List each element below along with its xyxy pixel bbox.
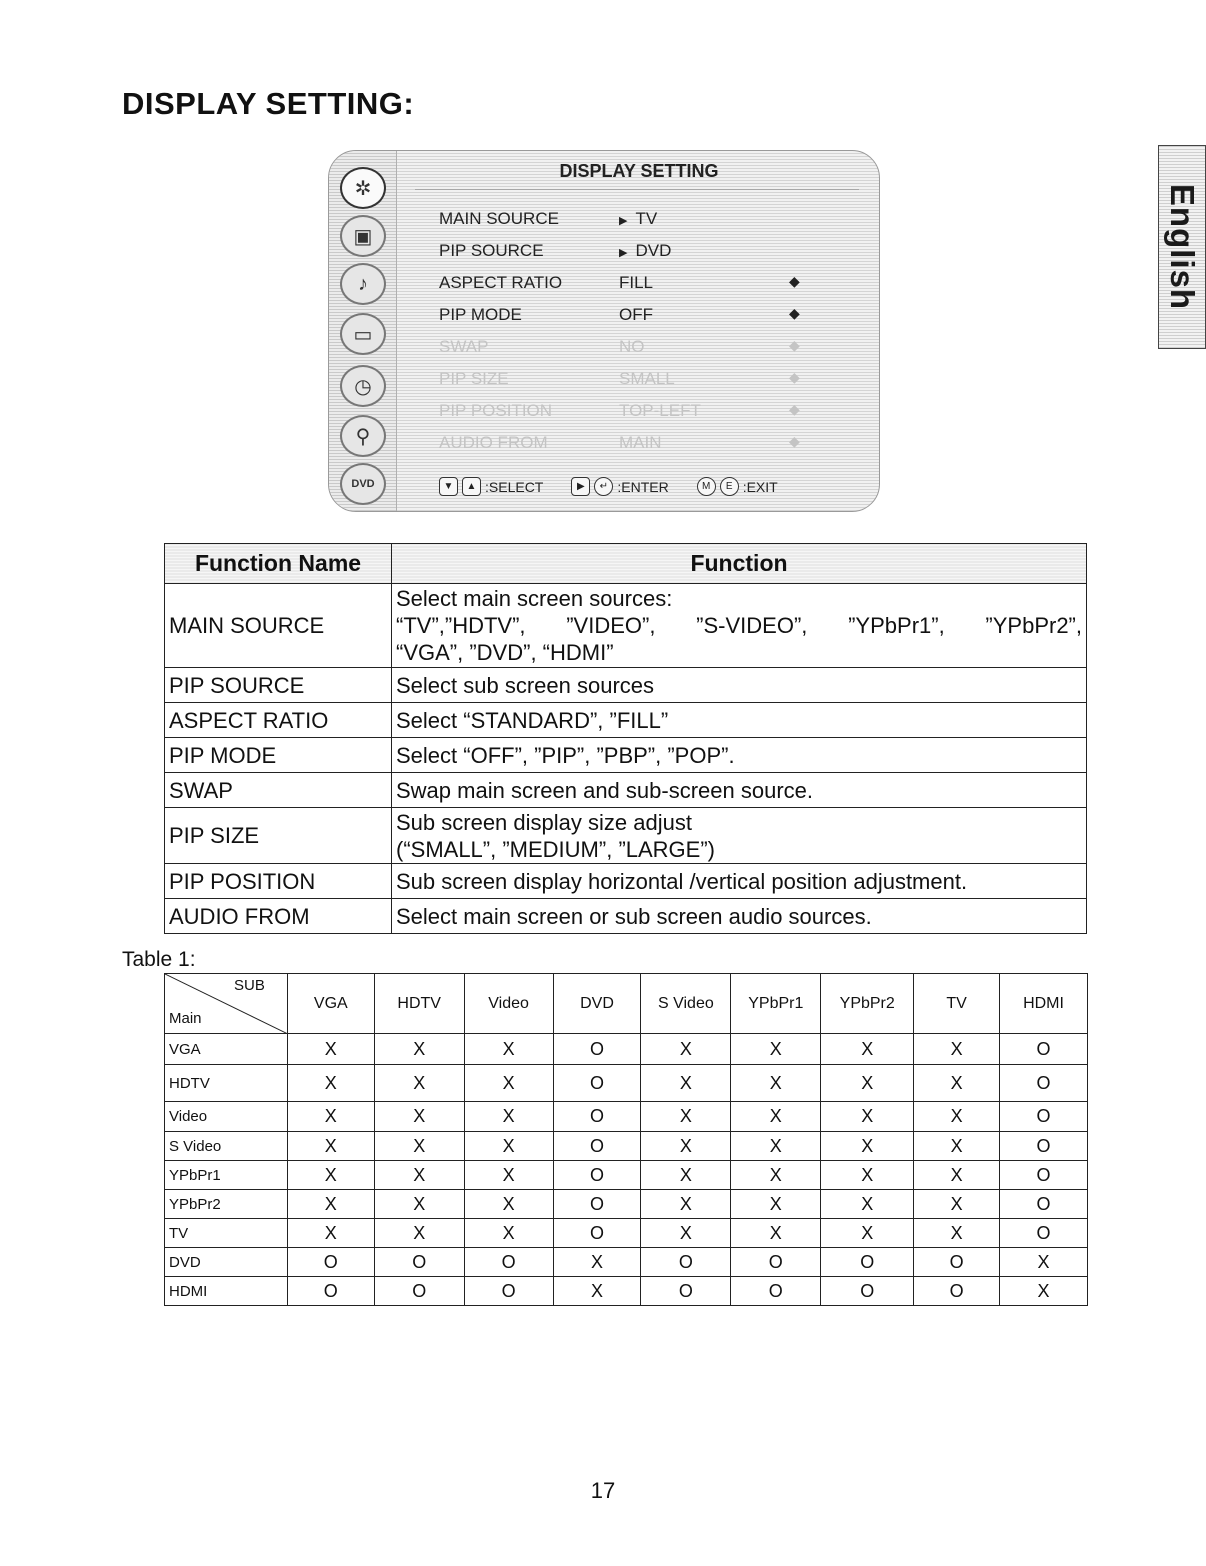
matrix-row-header: YPbPr2 <box>165 1190 288 1219</box>
function-description <box>392 738 1087 773</box>
matrix-column-header: YPbPr2 <box>821 974 914 1034</box>
osd-row-value <box>619 401 701 421</box>
function-description <box>392 773 1087 808</box>
osd-row-value-text: OFF <box>619 305 653 324</box>
osd-row-value-text: TOP-LEFT <box>619 401 701 420</box>
up-down-icon: ◆ <box>789 401 800 417</box>
matrix-cell: X <box>287 1065 374 1102</box>
page-title: DISPLAY SETTING: <box>122 86 415 121</box>
matrix-cell: X <box>731 1102 821 1132</box>
matrix-cell: O <box>553 1065 641 1102</box>
osd-row-name: PIP POSITION <box>439 401 553 420</box>
osd-title: DISPLAY SETTING <box>559 161 719 181</box>
matrix-corner <box>165 974 288 1034</box>
matrix-cell: X <box>374 1132 464 1161</box>
matrix-cell: X <box>914 1034 1000 1065</box>
matrix-cell: X <box>731 1219 821 1248</box>
matrix-cell: X <box>821 1132 914 1161</box>
matrix-row-header: VGA <box>165 1034 288 1065</box>
matrix-cell: O <box>1000 1034 1088 1065</box>
matrix-cell: X <box>914 1219 1000 1248</box>
matrix-cell: O <box>1000 1161 1088 1190</box>
matrix-row-header: DVD <box>165 1248 288 1277</box>
matrix-cell: X <box>1000 1277 1088 1306</box>
osd-divider <box>415 189 859 190</box>
tv-icon: ▭ <box>340 313 386 355</box>
osd-footer <box>439 477 778 496</box>
matrix-cell: O <box>1000 1065 1088 1102</box>
matrix-cell: X <box>731 1132 821 1161</box>
matrix-cell: X <box>287 1219 374 1248</box>
audio-icon: ♪ <box>340 263 386 305</box>
function-name: AUDIO FROM <box>165 899 392 934</box>
matrix-cell: O <box>553 1219 641 1248</box>
matrix-cell: O <box>553 1034 641 1065</box>
matrix-cell: X <box>914 1132 1000 1161</box>
osd-row-value <box>619 273 653 293</box>
arrow-right-icon: ▶ <box>619 215 628 227</box>
function-name: MAIN SOURCE <box>165 584 392 668</box>
osd-row-value-text: SMALL <box>619 369 675 388</box>
matrix-column-header: VGA <box>287 974 374 1034</box>
matrix-column-header: TV <box>914 974 1000 1034</box>
osd-row <box>439 337 819 361</box>
corner-sub-label: SUB <box>234 977 265 994</box>
matrix-cell: X <box>731 1065 821 1102</box>
osd-sidebar <box>329 151 397 511</box>
function-name: PIP SOURCE <box>165 668 392 703</box>
corner-main-label: Main <box>169 1010 202 1027</box>
matrix-cell: X <box>374 1102 464 1132</box>
function-description-line: Select main screen or sub screen audio sources. <box>396 903 872 929</box>
matrix-cell: O <box>553 1102 641 1132</box>
matrix-cell: X <box>287 1161 374 1190</box>
matrix-cell: X <box>287 1190 374 1219</box>
matrix-cell: X <box>464 1161 553 1190</box>
function-table <box>164 543 1087 934</box>
up-down-icon: ◆ <box>789 433 800 449</box>
matrix-cell: X <box>641 1065 731 1102</box>
matrix-cell: X <box>464 1102 553 1132</box>
function-row <box>165 738 1087 773</box>
matrix-cell: O <box>374 1248 464 1277</box>
matrix-row-header: TV <box>165 1219 288 1248</box>
matrix-cell: O <box>731 1248 821 1277</box>
language-tab <box>1158 145 1206 349</box>
matrix-cell: X <box>287 1132 374 1161</box>
matrix-cell: O <box>641 1277 731 1306</box>
gear-icon: ✲ <box>340 167 386 209</box>
matrix-column-header: HDTV <box>374 974 464 1034</box>
function-table-header <box>165 544 1087 584</box>
matrix-row <box>165 1065 1088 1102</box>
function-row <box>165 864 1087 899</box>
matrix-row-header: Video <box>165 1102 288 1132</box>
exit-hint: :EXIT <box>742 478 778 495</box>
header-function-name: Function Name <box>165 544 392 584</box>
matrix-row <box>165 1161 1088 1190</box>
down-key-icon: ▼ <box>439 477 458 496</box>
osd-row-value <box>619 305 653 325</box>
function-row <box>165 703 1087 738</box>
osd-row <box>439 305 819 329</box>
function-description-line: Select main screen sources: <box>396 586 673 611</box>
matrix-cell: X <box>641 1161 731 1190</box>
matrix-row <box>165 1248 1088 1277</box>
menu-key-icon: M <box>697 477 716 496</box>
arrow-right-icon: ▶ <box>619 247 628 259</box>
osd-row <box>439 273 819 297</box>
function-description <box>392 808 1087 864</box>
function-description <box>392 703 1087 738</box>
function-name: ASPECT RATIO <box>165 703 392 738</box>
osd-row <box>439 433 819 457</box>
up-down-icon: ◆ <box>789 273 800 289</box>
matrix-cell: X <box>464 1219 553 1248</box>
osd-row-name: PIP SOURCE <box>439 241 544 260</box>
matrix-row <box>165 1132 1088 1161</box>
select-hint: :SELECT <box>485 478 544 495</box>
matrix-cell: O <box>553 1132 641 1161</box>
matrix-cell: X <box>641 1102 731 1132</box>
matrix-cell: O <box>374 1277 464 1306</box>
matrix-cell: O <box>1000 1190 1088 1219</box>
matrix-cell: X <box>731 1190 821 1219</box>
matrix-cell: X <box>914 1065 1000 1102</box>
osd-row-name: AUDIO FROM <box>439 433 548 452</box>
matrix-cell: O <box>464 1248 553 1277</box>
function-row <box>165 808 1087 864</box>
matrix-cell: X <box>374 1034 464 1065</box>
osd-row-name: MAIN SOURCE <box>439 209 559 228</box>
osd-row-value-text: NO <box>619 337 645 356</box>
matrix-cell: X <box>914 1190 1000 1219</box>
table-label: Table 1: <box>122 948 196 971</box>
matrix-cell: X <box>374 1190 464 1219</box>
matrix-cell: O <box>553 1161 641 1190</box>
osd-row-value-text: MAIN <box>619 433 662 452</box>
up-down-icon: ◆ <box>789 369 800 385</box>
matrix-cell: O <box>914 1248 1000 1277</box>
osd-row-name: PIP MODE <box>439 305 522 324</box>
matrix-cell: X <box>914 1102 1000 1132</box>
osd-row-value <box>619 209 657 229</box>
matrix-cell: X <box>287 1034 374 1065</box>
matrix-cell: O <box>553 1190 641 1219</box>
matrix-cell: X <box>374 1219 464 1248</box>
matrix-cell: X <box>464 1190 553 1219</box>
osd-row-value <box>619 241 671 261</box>
matrix-cell: X <box>821 1219 914 1248</box>
matrix-cell: X <box>641 1132 731 1161</box>
clock-icon: ◷ <box>340 365 386 407</box>
matrix-cell: X <box>287 1102 374 1132</box>
matrix-column-header: YPbPr1 <box>731 974 821 1034</box>
matrix-cell: O <box>1000 1219 1088 1248</box>
picture-icon: ▣ <box>340 215 386 257</box>
header-function: Function <box>392 544 1087 584</box>
matrix-cell: X <box>821 1102 914 1132</box>
osd-row <box>439 401 819 425</box>
osd-row-value <box>619 337 645 357</box>
matrix-column-header: Video <box>464 974 553 1034</box>
function-description-line: Select “OFF”, ”PIP”, ”PBP”, ”POP”. <box>396 742 735 768</box>
osd-row-value <box>619 369 675 389</box>
up-down-icon: ◆ <box>789 337 800 353</box>
matrix-cell: X <box>464 1034 553 1065</box>
matrix-cell: X <box>374 1065 464 1102</box>
matrix-cell: X <box>641 1219 731 1248</box>
source-compatibility-table <box>164 973 1088 1306</box>
right-key-icon: ▶ <box>571 477 590 496</box>
function-name: PIP MODE <box>165 738 392 773</box>
matrix-cell: O <box>821 1277 914 1306</box>
matrix-cell: X <box>731 1034 821 1065</box>
matrix-cell: X <box>821 1190 914 1219</box>
up-down-icon: ◆ <box>789 305 800 321</box>
function-row <box>165 773 1087 808</box>
matrix-cell: X <box>821 1161 914 1190</box>
function-description-line: (“SMALL”, ”MEDIUM”, ”LARGE”) <box>396 836 715 862</box>
matrix-row <box>165 1190 1088 1219</box>
function-description-line: Swap main screen and sub-screen source. <box>396 777 813 803</box>
osd-row-name: ASPECT RATIO <box>439 273 563 292</box>
matrix-cell: X <box>821 1034 914 1065</box>
matrix-row-header: YPbPr1 <box>165 1161 288 1190</box>
matrix-cell: X <box>464 1132 553 1161</box>
function-row <box>165 899 1087 934</box>
osd-row <box>439 369 819 393</box>
matrix-column-header: HDMI <box>1000 974 1088 1034</box>
function-name: SWAP <box>165 773 392 808</box>
matrix-column-header: DVD <box>553 974 641 1034</box>
function-description-line: Sub screen display size adjust <box>396 809 692 835</box>
matrix-cell: O <box>287 1277 374 1306</box>
function-description-line: Select “STANDARD”, ”FILL” <box>396 707 669 733</box>
osd-row-name: PIP SIZE <box>439 369 509 388</box>
language-tab-label: English <box>1164 183 1201 311</box>
enter-hint: :ENTER <box>617 478 669 495</box>
matrix-cell: X <box>731 1161 821 1190</box>
matrix-cell: X <box>553 1277 641 1306</box>
enter-key-icon: ↵ <box>594 477 613 496</box>
matrix-cell: O <box>1000 1102 1088 1132</box>
osd-row-value-text: DVD <box>635 241 672 260</box>
function-description-line: Select sub screen sources <box>396 672 655 698</box>
matrix-cell: X <box>374 1161 464 1190</box>
matrix-cell: X <box>821 1065 914 1102</box>
matrix-cell: X <box>914 1161 1000 1190</box>
matrix-header-row <box>165 974 1088 1034</box>
matrix-cell: O <box>287 1248 374 1277</box>
matrix-row <box>165 1102 1088 1132</box>
matrix-row <box>165 1034 1088 1065</box>
function-name: PIP SIZE <box>165 808 392 864</box>
function-description <box>392 668 1087 703</box>
function-description <box>392 584 1087 668</box>
matrix-row <box>165 1219 1088 1248</box>
osd-row <box>439 241 819 265</box>
matrix-cell: X <box>464 1065 553 1102</box>
osd-menu-screenshot <box>328 150 880 512</box>
osd-row-value-text: TV <box>635 209 658 228</box>
matrix-column-header: S Video <box>641 974 731 1034</box>
osd-row-value-text: FILL <box>619 273 654 292</box>
exit-key-icon: E <box>720 477 739 496</box>
matrix-cell: O <box>731 1277 821 1306</box>
function-description-line: “VGA”, ”DVD”, “HDMI” <box>396 640 614 665</box>
function-description <box>392 899 1087 934</box>
page-number: 17 <box>590 1478 616 1503</box>
function-description-line: Sub screen display horizontal /vertical position adjustment. <box>396 868 968 894</box>
matrix-cell: X <box>641 1190 731 1219</box>
osd-row-name: SWAP <box>439 337 489 356</box>
matrix-cell: O <box>914 1277 1000 1306</box>
function-row <box>165 668 1087 703</box>
matrix-cell: X <box>1000 1248 1088 1277</box>
matrix-cell: O <box>464 1277 553 1306</box>
matrix-cell: O <box>821 1248 914 1277</box>
function-name: PIP POSITION <box>165 864 392 899</box>
dvd-icon: DVD <box>340 463 386 505</box>
matrix-cell: O <box>1000 1132 1088 1161</box>
matrix-cell: X <box>641 1034 731 1065</box>
matrix-cell: O <box>641 1248 731 1277</box>
function-description-line: “TV”,”HDTV”, ”VIDEO”, ”S-VIDEO”, ”YPbPr1”, ”YPbPr2”, <box>396 613 1082 638</box>
osd-row-value <box>619 433 662 453</box>
matrix-row <box>165 1277 1088 1306</box>
osd-row <box>439 209 819 233</box>
function-description <box>392 864 1087 899</box>
matrix-cell: X <box>553 1248 641 1277</box>
matrix-row-header: S Video <box>165 1132 288 1161</box>
search-icon: ⚲ <box>340 415 386 457</box>
function-row <box>165 584 1087 668</box>
matrix-row-header: HDMI <box>165 1277 288 1306</box>
matrix-row-header: HDTV <box>165 1065 288 1102</box>
up-key-icon: ▲ <box>462 477 481 496</box>
